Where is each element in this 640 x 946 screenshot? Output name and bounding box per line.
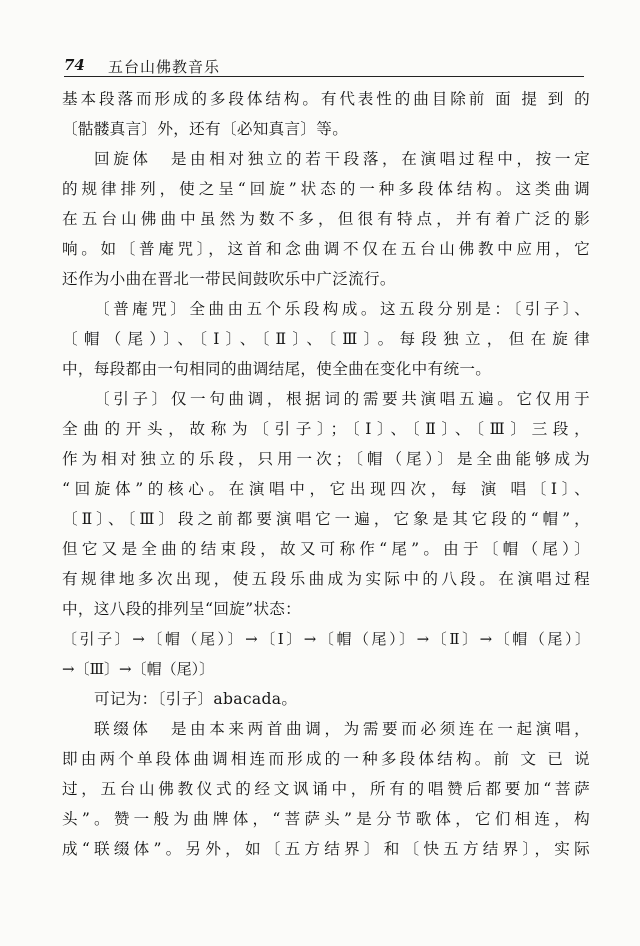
text-line: 的规律排列，使之呈“回旋”状态的一种多段体结构。这类曲调 [62,180,590,198]
text-line: 〔普庵咒〕全曲由五个乐段构成。这五段分别是：〔引子〕、 [94,300,590,318]
text-line: 但它又是全曲的结束段，故又可称作“尾”。由于〔帽（尾）〕 [62,540,590,558]
text-line: 联缀体 是由本来两首曲调，为需要而必须连在一起演唱， [94,720,590,738]
sequence-line: →〔Ⅲ〕→〔帽（尾）〕 [62,660,215,678]
header-rule [64,76,584,77]
text-line: 全曲的开头，故称为〔引子〕；〔Ⅰ〕、〔Ⅱ〕、〔Ⅲ〕三段， [62,420,590,438]
text-line: 头”。赞一般为曲牌体，“菩萨头”是分节歌体，它们相连，构 [62,810,590,828]
text-line: 即由两个单段体曲调相连而形成的一种多段体结构。前 文 已 说 [62,750,590,768]
text-line: 中，这八段的排列呈“回旋”状态： [62,600,302,618]
text-line: 基本段落而形成的多段体结构。有代表性的曲目除前 面 提 到 的 [62,90,590,108]
sequence-line: 〔引子〕→〔帽（尾）〕→〔Ⅰ〕→〔帽（尾）〕→〔Ⅱ〕→〔帽（尾）〕 [62,630,590,648]
text-line: 〔Ⅱ〕、〔Ⅲ〕段之前都要演唱它一遍，它象是其它段的“帽”， [62,510,590,528]
text-line: 中，每段都由一句相同的曲调结尾，使全曲在变化中有统一。 [62,360,492,378]
text-line: 作为相对独立的乐段，只用一次；〔帽（尾）〕是全曲能够成为 [62,450,590,468]
text-line: 〔引子〕仅一句曲调，根据词的需要共演唱五遍。它仅用于 [94,390,590,408]
running-header [64,56,584,80]
text-line: 还作为小曲在晋北一带民间鼓吹乐中广泛流行。 [62,270,396,288]
body-text [62,84,590,864]
text-line: 成“联缀体”。另外，如〔五方结界〕和〔快五方结界〕，实际 [62,840,590,858]
text-line: 回旋体 是由相对独立的若干段落，在演唱过程中，按一定 [94,150,590,168]
text-line: 可记为：〔引子〕abacada。 [94,690,298,708]
text-line: 在五台山佛曲中虽然为数不多，但很有特点，并有着广泛的影 [62,210,590,228]
running-title: 五台山佛教音乐 [108,58,221,76]
text-line: 〔骷髅真言〕外，还有〔必知真言〕等。 [62,120,349,138]
text-line: 过，五台山佛教仪式的经文讽诵中，所有的唱赞后都要加“菩萨 [62,780,590,798]
text-line: 有规律地多次出现，使五段乐曲成为实际中的八段。在演唱过程 [62,570,590,588]
text-line: 响。如〔普庵咒〕，这首和念曲调不仅在五台山佛教中应用，它 [62,240,590,258]
text-line: “回旋体”的核心。在演唱中，它出现四次，每 演 唱〔Ⅰ〕、 [62,480,590,498]
text-line: 〔帽（尾）〕、〔Ⅰ〕、〔Ⅱ〕、〔Ⅲ〕。每段独立，但在旋律 [62,330,590,348]
page-number: 74 [64,56,85,74]
